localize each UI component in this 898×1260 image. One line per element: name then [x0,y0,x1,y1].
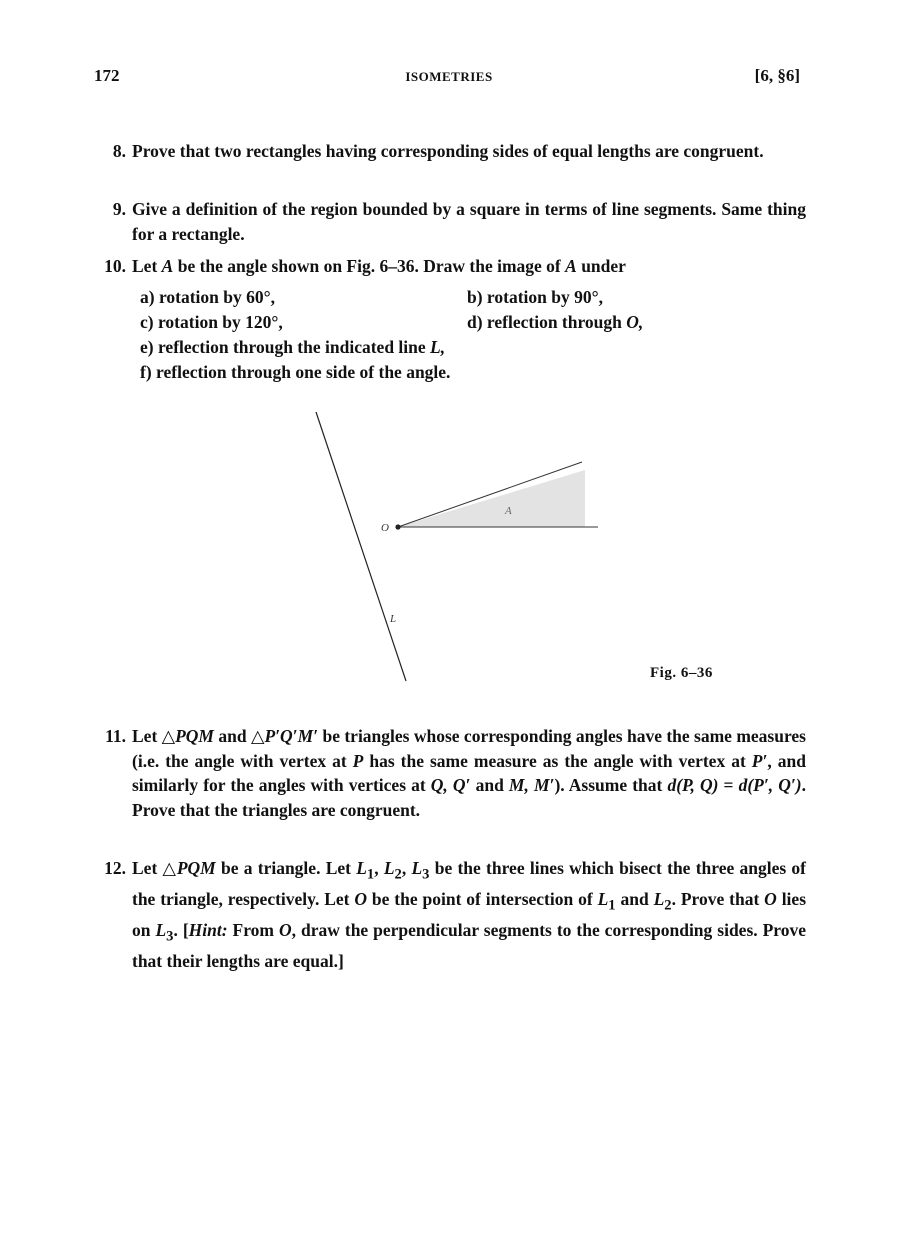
running-title: ISOMETRIES [405,69,493,84]
problem-number: 12. [104,858,126,878]
line-l [316,412,406,681]
figure-caption: Fig. 6–36 [650,665,713,681]
part-c: c) rotation by 120°, [140,312,283,332]
page-number: 172 [94,66,120,85]
vertex-point-o [395,524,400,529]
label-o: O [381,522,389,534]
section-reference: [6, §6] [754,66,800,85]
problem-number: 8. [112,141,126,161]
label-a: A [505,505,512,517]
problem-number: 10. [104,256,126,276]
problem-text: Give a definition of the region bounded by a square in terms of line segments. Same thing for a rectangle. [132,199,806,244]
problem-text: Prove that two rectangles having corresponding sides of equal lengths are congruent. [132,141,764,161]
part-d: d) reflection through O, [467,312,644,332]
part-a: a) rotation by 60°, [140,287,276,307]
problem-11 [94,724,806,822]
label-l: L [390,613,397,625]
part-b: b) rotation by 90°, [467,287,603,307]
problem-12 [94,856,806,974]
part-f: f) reflection through one side of the angle. [140,362,451,382]
shaded-angle-region [398,470,585,527]
problem-number: 9. [112,199,126,219]
problem-text: Let A be the angle shown on Fig. 6–36. Draw the image of A under [132,256,626,276]
problem-number: 11. [105,726,126,746]
problem-text: Let △PQM be a triangle. Let $L_1$, $L_2$, $L_3$ be the three lines which bisect the three angles of the triangle, respectively. Let O be the point of intersection of $L_1$ and $L_2$. Prove that O lies on $L_3$. [Hint: From O, draw the perpendicular segments to the corresponding sides. Prove that their lengths are equal.] [132,858,807,971]
problem-text: Let △PQM and △P′Q′M′ be triangles whose corresponding angles have the same measures (i.e. the angle with vertex at P has the same measure as the angle with vertex at P′, and similarly for the angles with vertices at Q, Q′ and M, M′). Assume that d(P, Q) = d(P′, Q′). Prove that the triangles are congruent. [132,726,807,820]
part-e: e) reflection through the indicated line L, [140,337,446,357]
